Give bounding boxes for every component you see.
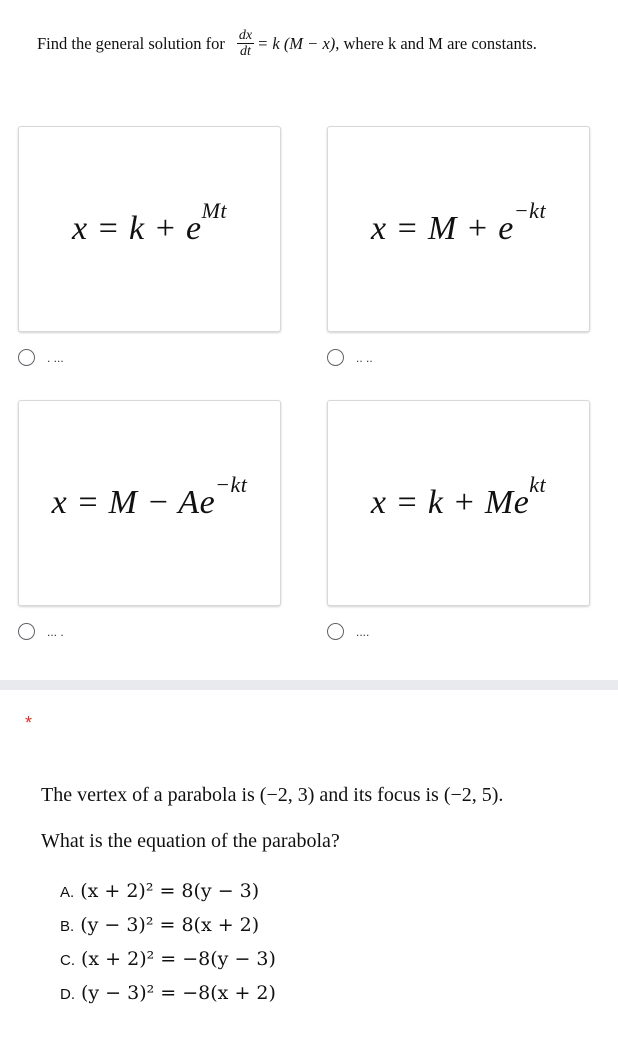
- choice-c-letter: C.: [60, 952, 75, 969]
- option-1-exponent: Mt: [201, 198, 228, 223]
- question-1-rhs: = k (M − x): [257, 33, 336, 53]
- option-4-caption: ....: [356, 624, 370, 639]
- option-2-caption: .. ..: [356, 350, 373, 365]
- question-1-prefix: Find the general solution for: [37, 33, 225, 53]
- option-3-radio[interactable]: [18, 623, 35, 640]
- option-4-radio-row[interactable]: [327, 623, 369, 640]
- option-2-exponent: −kt: [513, 198, 547, 223]
- option-1-caption: . ...: [47, 350, 64, 365]
- choice-c: [60, 948, 276, 970]
- option-card-1[interactable]: [18, 126, 281, 332]
- option-2-base: x = M + e: [370, 210, 514, 247]
- choice-b: [60, 914, 259, 936]
- section-divider: [0, 680, 618, 690]
- option-4-base: x = k + Me: [370, 484, 530, 521]
- option-card-3[interactable]: [18, 400, 281, 606]
- option-1-radio[interactable]: [18, 349, 35, 366]
- option-1-base: x = k + e: [71, 210, 202, 247]
- option-2-expression: [370, 198, 547, 248]
- choice-d: [60, 982, 276, 1004]
- option-1-expression: [71, 198, 228, 248]
- option-4-expression: [370, 472, 547, 522]
- option-4-radio[interactable]: [327, 623, 344, 640]
- choice-a-equation: (x + 2)² = 8(y − 3): [80, 880, 260, 902]
- required-marker: *: [25, 713, 33, 733]
- choice-c-equation: (x + 2)² = −8(y − 3): [81, 948, 276, 970]
- option-1-radio-row[interactable]: [18, 349, 64, 366]
- choice-d-letter: D.: [60, 986, 75, 1003]
- option-2-radio[interactable]: [327, 349, 344, 366]
- choice-b-letter: B.: [60, 918, 75, 935]
- fraction-denominator: dt: [240, 44, 251, 59]
- question-1-text: [37, 28, 537, 59]
- option-3-base: x = M − Ae: [51, 484, 216, 521]
- option-card-4[interactable]: [327, 400, 590, 606]
- option-3-expression: [51, 472, 248, 522]
- option-3-exponent: −kt: [215, 472, 248, 497]
- choice-b-equation: (y − 3)² = 8(x + 2): [80, 914, 260, 936]
- question-2-statement: The vertex of a parabola is (−2, 3) and its focus is (−2, 5).: [41, 784, 504, 806]
- option-2-radio-row[interactable]: [327, 349, 373, 366]
- option-card-2[interactable]: [327, 126, 590, 332]
- fraction-numerator: dx: [238, 28, 253, 43]
- derivative-fraction: [237, 28, 254, 59]
- question-2-prompt: What is the equation of the parabola?: [41, 830, 340, 852]
- choice-a-letter: A.: [60, 884, 75, 901]
- option-3-caption: ... .: [47, 624, 64, 639]
- choice-d-equation: (y − 3)² = −8(x + 2): [81, 982, 276, 1004]
- option-4-exponent: kt: [529, 472, 547, 497]
- question-1-suffix: , where k and M are constants.: [335, 33, 537, 53]
- choice-a: [60, 880, 259, 902]
- option-3-radio-row[interactable]: [18, 623, 64, 640]
